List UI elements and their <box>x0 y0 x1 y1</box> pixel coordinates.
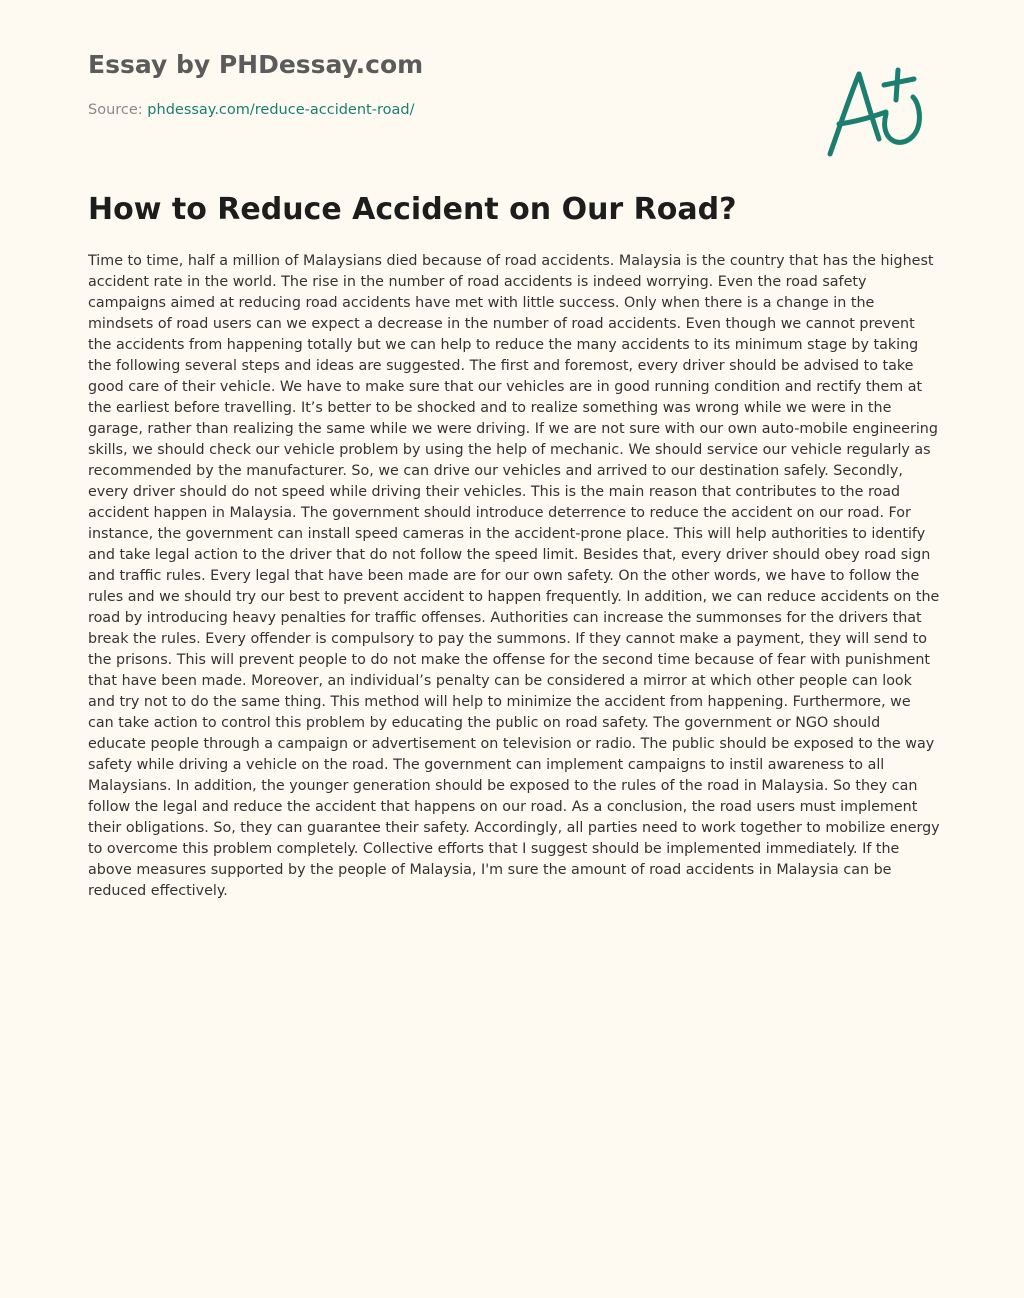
swoosh-stroke <box>885 97 920 142</box>
essay-body-text: Time to time, half a million of Malaysians died because of road accidents. Malaysia is the country that has the highest accident rate in the world. The rise in the number of road accidents is indeed worrying. Even the road safety campaigns aimed at reducing road accidents have met with little success. Only when there is a change in the mindsets of road users can we expect a decrease in the number of road accidents. Even though we cannot prevent the accidents from happening totally but we can help to reduce the many accidents to its minimum stage by taking the following several steps and ideas are suggested. The first and foremost, every driver should be advised to take good care of their vehicle. We have to make sure that our vehicles are in good running condition and rectify them at the earliest before travelling. It’s better to be shocked and to realize something was wrong while we were in the garage, rather than realizing the same while we were driving. If we are not sure with our own auto-mobile engineering skills, we should check our vehicle problem by using the help of mechanic. We should service our vehicle regularly as recommended by the manufacturer. So, we can drive our vehicles and arrived to our destination safely. Secondly, every driver should do not speed while driving their vehicles. This is the main reason that contributes to the road accident happen in Malaysia. The government should introduce deterrence to reduce the accident on our road. For instance, the government can install speed cameras in the accident-prone place. This will help authorities to identify and take legal action to the driver that do not follow the speed limit. Besides that, every driver should obey road sign and traffic rules. Every legal that have been made are for our own safety. On the other words, we have to follow the rules and we should try our best to prevent accident to happen frequently. In addition, we can reduce accidents on the road by introducing heavy penalties for traffic offenses. Authorities can increase the summonses for the drivers that break the rules. Every offender is compulsory to pay the summons. If they cannot make a payment, they will send to the prisons. This will prevent people to do not make the offense for the second time because of fear with punishment that have been made. Moreover, an individual’s penalty can be considered a mirror at which other people can look and try not to do the same thing. This method will help to minimize the accident from happening. Furthermore, we can take action to control this problem by educating the public on road safety. The government or NGO should educate people through a campaign or advertisement on television or radio. The public should be exposed to the way safety while driving a vehicle on the road. The government can implement campaigns to instil awareness to all Malaysians. In addition, the younger generation should be exposed to the rules of the road in Malaysia. So they can follow the legal and reduce the accident that happens on our road. As a conclusion, the road users must implement their obligations. So, they can guarantee their safety. Accordingly, all parties need to work together to mobilize energy to overcome this problem completely. Collective efforts that I suggest should be implemented immediately. If the above measures supported by the people of Malaysia, I'm sure the amount of road accidents in Malaysia can be reduced effectively. <box>88 253 940 899</box>
a-letter-right-stroke <box>859 74 879 139</box>
source-link[interactable]: phdessay.com/reduce-accident-road/ <box>147 102 415 118</box>
plus-horizontal-stroke <box>884 79 914 85</box>
a-plus-logo-svg <box>822 64 928 160</box>
a-plus-grade-icon <box>822 64 928 160</box>
a-letter-left-stroke <box>830 74 859 154</box>
site-brand: Essay by PHDessay.com <box>88 50 424 79</box>
essay-title: How to Reduce Accident on Our Road? <box>88 192 737 227</box>
source-label: Source: <box>88 102 143 118</box>
source-line <box>88 100 414 120</box>
